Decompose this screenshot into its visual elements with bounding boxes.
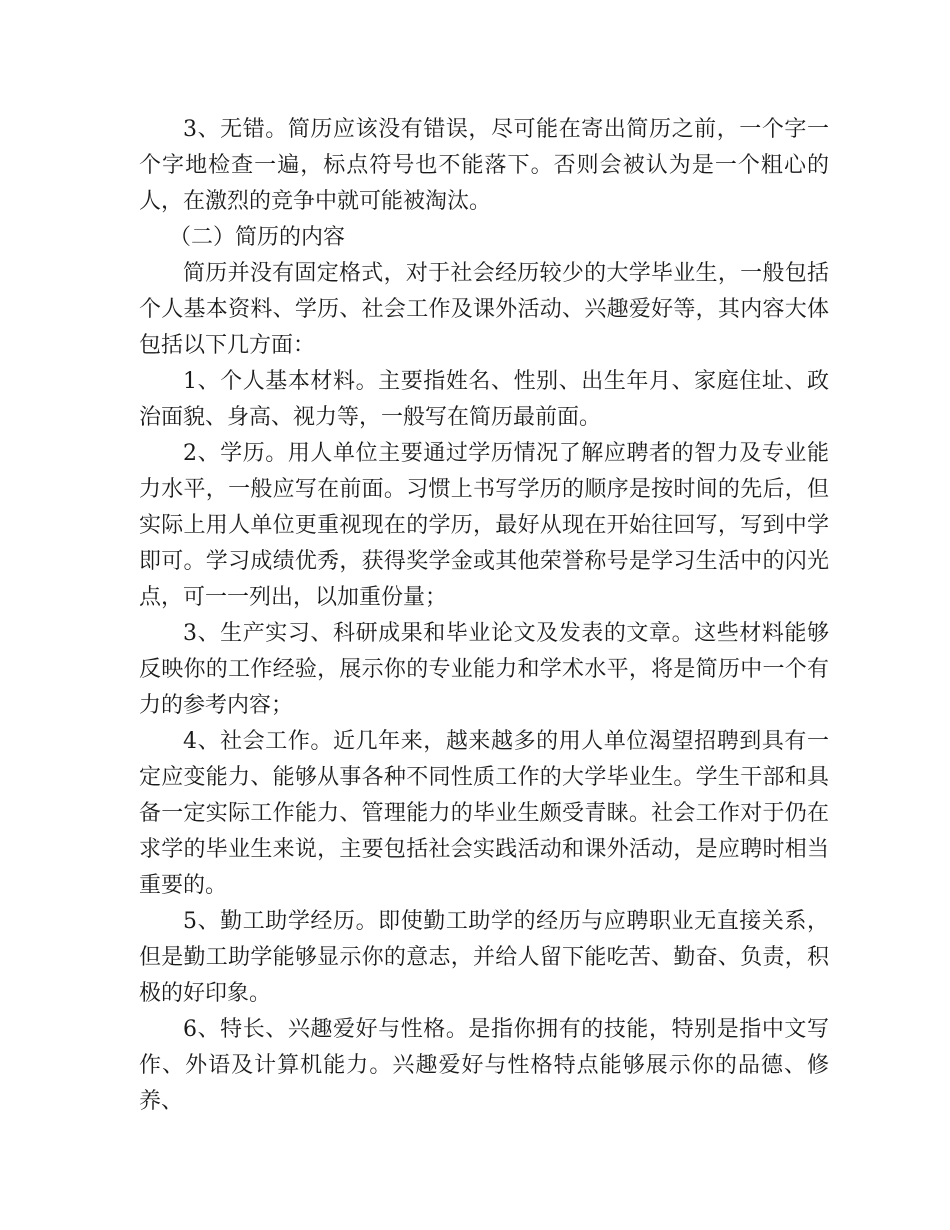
paragraph-work-study: 5、勤工助学经历。即使勤工助学的经历与应聘职业无直接关系，但是勤工助学能够显示你的意志，并给人留下能吃苦、勤奋、负责，积极的好印象。	[139, 909, 829, 1006]
section-heading-resume-content: （二）简历的内容	[169, 225, 346, 250]
paragraph-social-work: 4、社会工作。近几年来，越来越多的用人单位渴望招聘到具有一定应变能力、能够从事各种不同性质工作的大学毕业生。学生干部和具备一定实际工作能力、管理能力的毕业生颇受青睐。社会工作对于仍在求学的毕业生来说，主要包括社会实践活动和课外活动，是应聘时相当重要的。	[139, 729, 829, 898]
paragraph-error-free: 3、无错。简历应该没有错误，尽可能在寄出简历之前，一个字一个字地检查一遍，标点符号也不能落下。否则会被认为是一个粗心的人，在激烈的竞争中就可能被淘汰。	[139, 117, 829, 214]
paragraph-education: 2、学历。用人单位主要通过学历情况了解应聘者的智力及专业能力水平，一般应写在前面。习惯上书写学历的顺序是按时间的先后，但实际上用人单位更重视现在的学历，最好从现在开始往回写，写到中学即可。学习成绩优秀，获得奖学金或其他荣誉称号是学习生活中的闪光点，可一一列出，以加重份量；	[139, 441, 829, 610]
paragraph-basic-info: 1、个人基本材料。主要指姓名、性别、出生年月、家庭住址、政治面貌、身高、视力等，一般写在简历最前面。	[139, 369, 829, 430]
document-body	[139, 112, 829, 1120]
paragraph-resume-intro: 简历并没有固定格式，对于社会经历较少的大学毕业生，一般包括个人基本资料、学历、社会工作及课外活动、兴趣爱好等，其内容大体包括以下几方面：	[139, 261, 829, 358]
paragraph-skills-interests: 6、特长、兴趣爱好与性格。是指你拥有的技能，特别是指中文写作、外语及计算机能力。兴趣爱好与性格特点能够展示你的品德、修养、	[139, 1017, 829, 1114]
paragraph-internship-research: 3、生产实习、科研成果和毕业论文及发表的文章。这些材料能够反映你的工作经验，展示你的专业能力和学术水平，将是简历中一个有力的参考内容；	[139, 621, 829, 718]
